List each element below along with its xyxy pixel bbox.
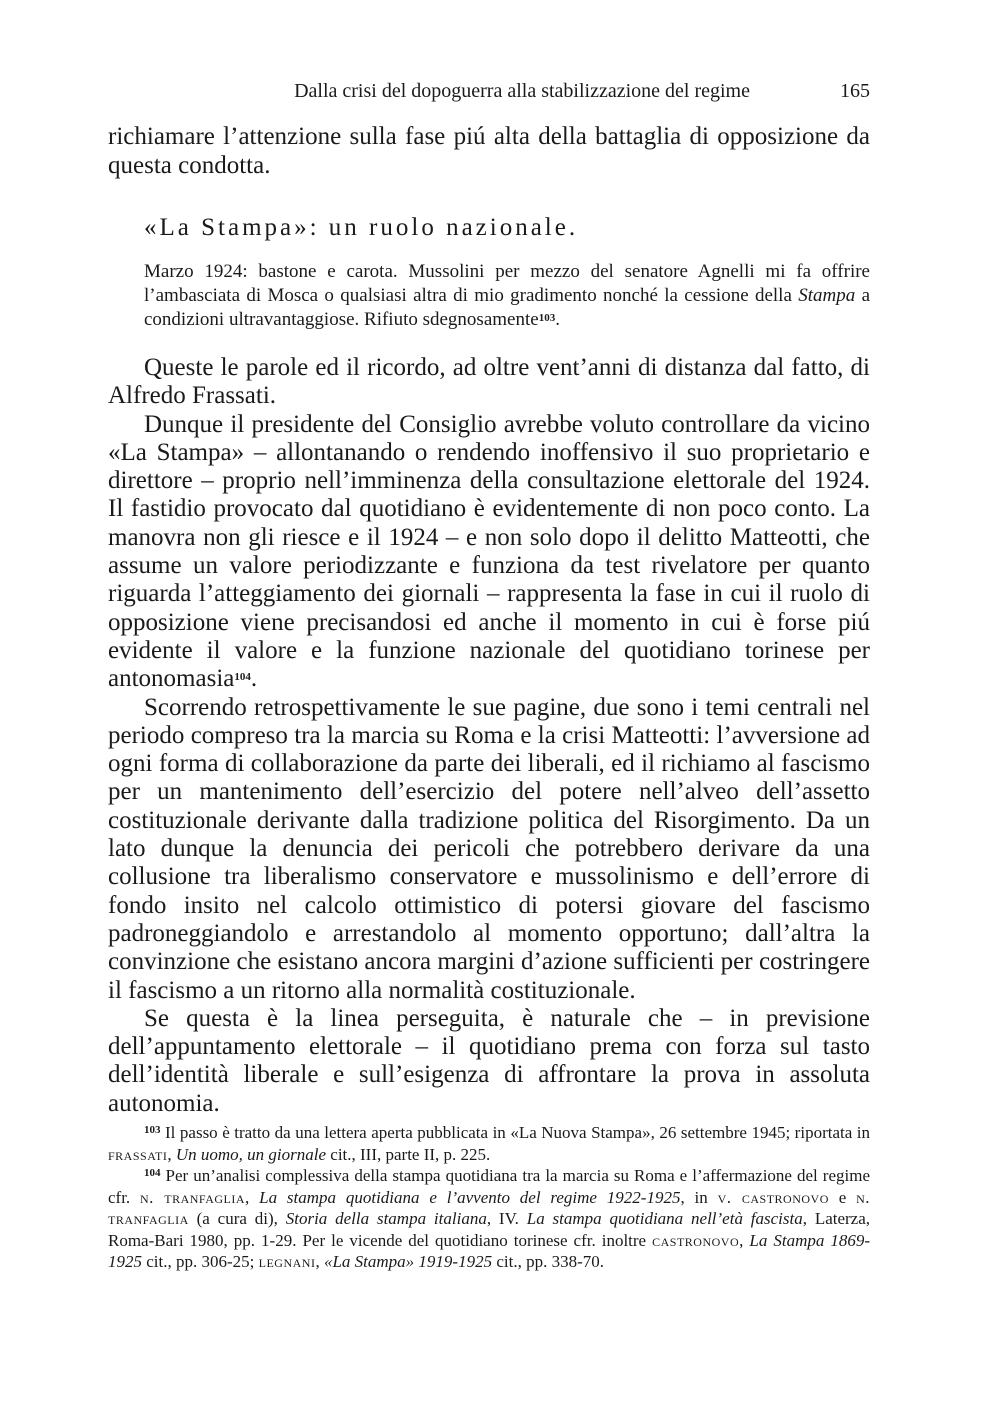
footnote-104: [108, 1165, 870, 1273]
quote-text-end: a condizioni ultravantaggiose. Rifiuto sdegnosamente: [144, 285, 870, 330]
footnote-author: n. tranfaglia: [140, 1187, 246, 1207]
footnote-103: [108, 1122, 870, 1165]
section-title: «La Stampa»: un ruolo nazionale.: [144, 214, 579, 241]
running-title: Dalla crisi del dopoguerra alla stabilizzazione del regime: [294, 80, 750, 102]
footnote-author: frassati: [108, 1144, 168, 1164]
paragraph-2-text: Dunque il presidente del Consiglio avrebbe voluto controllare da vicino «La Stampa» – allontanando o rendendo inoffensivo il suo proprietario e direttore – proprio nell’imminenza della consultazione elettorale del 1924. Il fastidio provocato dal quotidiano è evidentemente di non poco conto. La manovra non gli riesce e il 1924 – e non solo dopo il delitto Matteotti, che assume un valore periodizzante e funziona da test rivelatore per quanto riguarda l’atteggiamento dei giornali – rappresenta la fase in cui il ruolo di opposizione viene precisandosi ed anche il momento in cui è forse piú evidente il valore e la funzione nazionale del quotidiano torinese per antonomasia: [108, 410, 870, 693]
footnote-title: Storia della stampa italiana: [285, 1209, 487, 1228]
footnote-author: castronovo: [652, 1230, 740, 1250]
quote-italic: Stampa: [798, 285, 856, 306]
paragraph-3: Scorrendo retrospettivamente le sue pagine, due sono i temi centrali nel periodo compreso tra la marcia su Roma e la crisi Matteotti: l’avversione ad ogni forma di collaborazione da parte dei liberali, ed il richiamo al fascismo per un mantenimento dell’esercizio del potere nell’alveo dell’assetto costituzionale derivante dalla tradizione politica del Risorgimento. Da un lato dunque la denuncia dei pericoli che potrebbero derivare da una collusione tra liberalismo conservatore e mussolinismo e dell’errore di fondo insito nel calcolo ottimistico di potersi giovare del fascismo padroneggiandolo e arrestandolo al momento opportuno; dall’altra la convinzione che esistano ancora margini d’azione sufficienti per costringere il fascismo a un ritorno alla normalità costituzionale.: [108, 693, 870, 1004]
quote-paragraph: [144, 260, 870, 332]
paragraph-2-end: .: [250, 665, 258, 693]
main-text: [108, 354, 870, 1118]
footnote-text: cit., III, parte II, p. 225.: [326, 1144, 491, 1164]
footnote-title: «La Stampa» 1919-1925: [323, 1252, 493, 1271]
footnote-ref-104: 104: [234, 671, 251, 684]
footnote-title: La Stampa 1869-1925: [108, 1230, 871, 1271]
opening-text: richiamare l’attenzione sulla fase piú alta della battaglia di opposizione da questa condotta.: [108, 123, 870, 179]
footnote-author: n. tranfaglia: [108, 1187, 870, 1228]
paragraph-1: Queste le parole ed il ricordo, ad oltre vent’anni di distanza dal fatto, di Alfredo Frassati.: [108, 354, 870, 410]
quote-text: Marzo 1924: bastone e carota. Mussolini per mezzo del senatore Agnelli mi fa offrire l’ambasciata di Mosca o qualsiasi altra di mio gradimento nonché la cessione della: [144, 261, 870, 306]
page-number: 165: [840, 80, 870, 102]
footnote-text: (a cura di),: [188, 1209, 286, 1228]
running-header: [108, 80, 870, 108]
footnote-title: La stampa quotidiana e l’avvento del regime 1922-1925: [259, 1187, 681, 1207]
footnote-number: 104: [144, 1167, 161, 1179]
footnote-author: legnani: [258, 1252, 316, 1271]
footnote-text: e: [828, 1187, 857, 1207]
footnote-text: ,: [245, 1187, 260, 1207]
footnotes: [108, 1122, 870, 1273]
footnote-text: cit., pp. 338-70.: [492, 1252, 604, 1271]
footnote-text: , in: [680, 1187, 718, 1207]
block-quote: [144, 260, 870, 332]
footnote-text: , IV.: [486, 1209, 527, 1228]
footnote-text: , Laterza, Roma-Bari 1980, pp. 1-29. Per le vicende del quotidiano torinese cfr. inoltre: [108, 1209, 871, 1250]
footnote-text: ,: [739, 1230, 750, 1250]
paragraph-4: Se questa è la linea perseguita, è naturale che – in previsione dell’appuntamento elettorale – il quotidiano prema con forza sul tasto dell’identità liberale e sull’esigenza di affrontare la prova in assoluta autonomia.: [108, 1004, 870, 1117]
footnote-text: cit., pp. 306-25;: [142, 1252, 259, 1271]
footnote-text: ,: [315, 1252, 324, 1271]
footnote-ref-103: 103: [538, 312, 556, 324]
footnote-text: ,: [167, 1144, 176, 1164]
footnote-number: 103: [144, 1124, 161, 1136]
footnote-text: Per un’analisi complessiva della stampa quotidiana tra la marcia su Roma e l’affermazione del regime cfr.: [108, 1166, 870, 1207]
footnote-text: Il passo è tratto da una lettera aperta pubblicata in «La Nuova Stampa», 26 settembre 1945; riportata in: [160, 1123, 870, 1142]
paragraph-2: [108, 411, 870, 694]
footnote-author: v. castronovo: [717, 1187, 829, 1207]
quote-final: .: [555, 309, 560, 330]
footnote-title: La stampa quotidiana nell’età fascista: [526, 1209, 803, 1228]
footnote-title: Un uomo, un giornale: [175, 1144, 327, 1164]
opening-paragraph: [108, 122, 870, 180]
